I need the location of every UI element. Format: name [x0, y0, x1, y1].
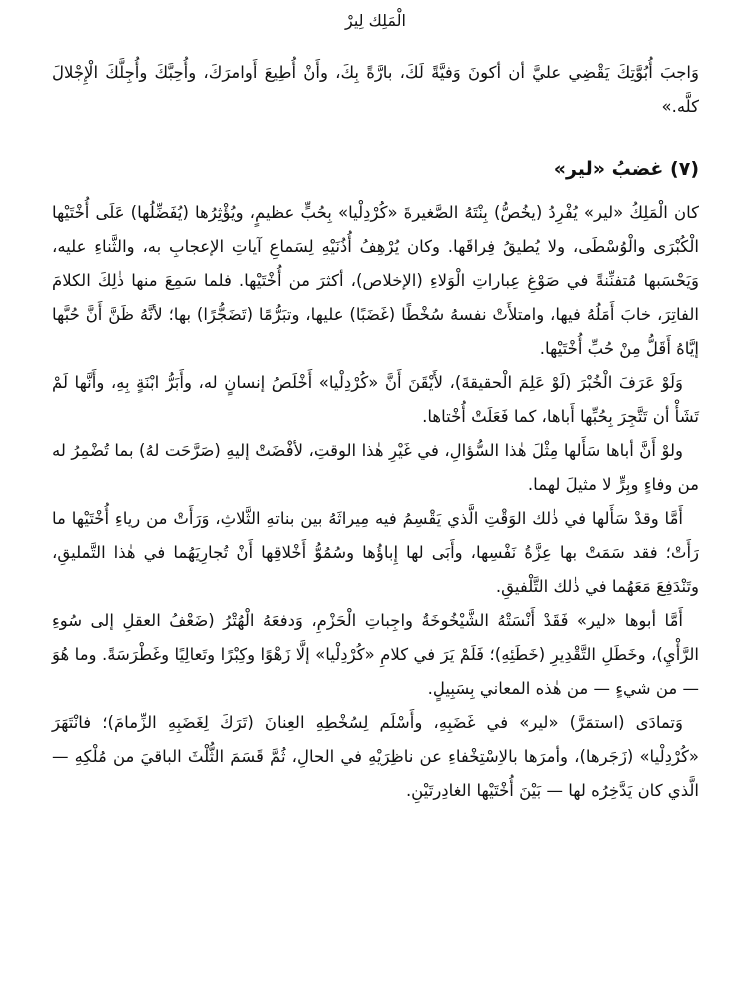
intro-paragraph: وَاجبَ أُبُوَّتِكَ يَقْضِي عليَّ أن أكونَ وَفيَّةً لَكَ، بارَّةً بِكَ، وأَنْ أُطِيعَ أَوامرَكَ، وأُحِبَّكَ وأُجِلَّكَ الْإِجْلالَ كلَّه.»	[52, 63, 699, 116]
chapter-title: (٧) غضبُ «لير»	[553, 158, 699, 180]
chapter-paragraph-5: أَمَّا أبوها «لير» فَقَدْ أَنْسَتْهُ الشَّيْخُوخَةُ واجِباتِ الْحَزْمِ، وَدفعَهُ الْهُتْرُ (ضَعْفُ العقلِ إلى سُوءِ الرَّأْيِ)، وخَطَلِ التَّقْدِيرِ (خَطَئِهِ)؛ فَلَمْ يَرَ في كلامِ «كُرْدِلْيا» إلَّا زَهْوًا وكِبْرًا وتَعالِيًا وغَطْرَسَةً. وما هُوَ — من شيءٍ — من هٰذه المعاني بِسَبِيلٍ.	[52, 611, 699, 698]
chapter-paragraph-2: وَلَوْ عَرَفَ الْخُبْرَ (لَوْ عَلِمَ الْحقيقةَ)، لأَيْقَنَ أَنَّ «كُرْدِلْيا» أَخْلَصُ إنسانٍ له، وأَبَرُّ ابْنَةٍ بِهِ، وأَنَّها لَمْ تَشَأْ أن تَتَّجِرَ بِحُبِّها أَباها، كما فَعَلَتْ أُخْتاها.	[52, 373, 699, 426]
book-page	[52, 0, 699, 808]
chapter-paragraph-4: أَمَّا وقدْ سَأَلها في ذٰلك الوَقْتِ الَّذي يَقْسِمُ فيه مِيراثَهُ بين بناتهِ الثَّلاثِ، وَرَأَتْ من رياءِ أُخْتَيْها ما رَأَتْ؛ فقد سَمَتْ بها عِزَّةُ نَفْسِها، وأَبَى لها إِباؤُها وسُمُوُّ أَخْلاقِها أَنْ تُجارِيَهُما في هٰذا التَّمليقِ، وتَنْدَفِعَ مَعَهُما في ذٰلك التَّلْفيقِ.	[52, 509, 699, 596]
chapter-paragraph-6: وَتمادَى (استمَرَّ) «لير» في غَضَبِهِ، وأَسْلَم لِسُخْطِهِ العِنانَ (تَرَكَ لِغَضَبِهِ الزِّمامَ)؛ فانْتَهَرَ «كُرْدِلْيا» (زَجَرها)، وأمرَها بالاِسْتِخْفاءِ عن ناظِرَيْهِ في الحالِ، ثُمَّ قَسَمَ الثُّلْثَ الباقيَ من مُلْكِهِ — الَّذي كان يَدَّخِرُه لها — بَيْنَ أُخْتَيْها الغادِرتَيْنِ.	[52, 713, 699, 800]
running-header: الْمَلِك لِيرْ	[345, 11, 406, 30]
chapter-paragraph-3: ولوْ أَنَّ أباها سَأَلها مِثْلَ هٰذا السُّؤالِ، في غَيْرِ هٰذا الوقتِ، لأفْضَتْ إليهِ (صَرَّحَت لهُ) بما تُضْمِرُ له من وفاءٍ وبِرٍّ لا مثيلَ لهما.	[52, 441, 699, 494]
chapter-paragraph-1: كان الْمَلِكُ «لير» يُفْرِدُ (يخُصُّ) بِنْتَهُ الصَّغيرةَ «كُرْدِلْيا» بِحُبٍّ عظيمٍ، ويُؤْثِرُها (يُفَضِّلُها) عَلَى أُخْتَيْها الْكُبْرَى والْوُسْطَى، ولا يُطيقُ فِراقَها. وكان يُرْهِفُ أُذُنَيْهِ لِسَماعِ آياتِ الإعجابِ به، والثَّناءِ عليه، وَيَحْسَبها مُتفنِّنةً في صَوْغِ عِباراتِ الْوَلاءِ (الإخلاص)، أكثرَ من أُخْتَيْها. فلما سَمِعَ منها ذٰلِكَ الكلامَ الفاتِرَ، خابَ أَمَلُهُ فيها، وامتلأَتْ نفسهُ سُخْطًا (غَضَبًا) عليها، وتبَرُّمًا (تَضَجُّرًا) بها؛ لأنَّهُ ظَنَّ أَنَّ حُبَّها إيَّاهُ أَقَلُّ مِنْ حُبِّ أُخْتَيْها.	[52, 203, 699, 358]
